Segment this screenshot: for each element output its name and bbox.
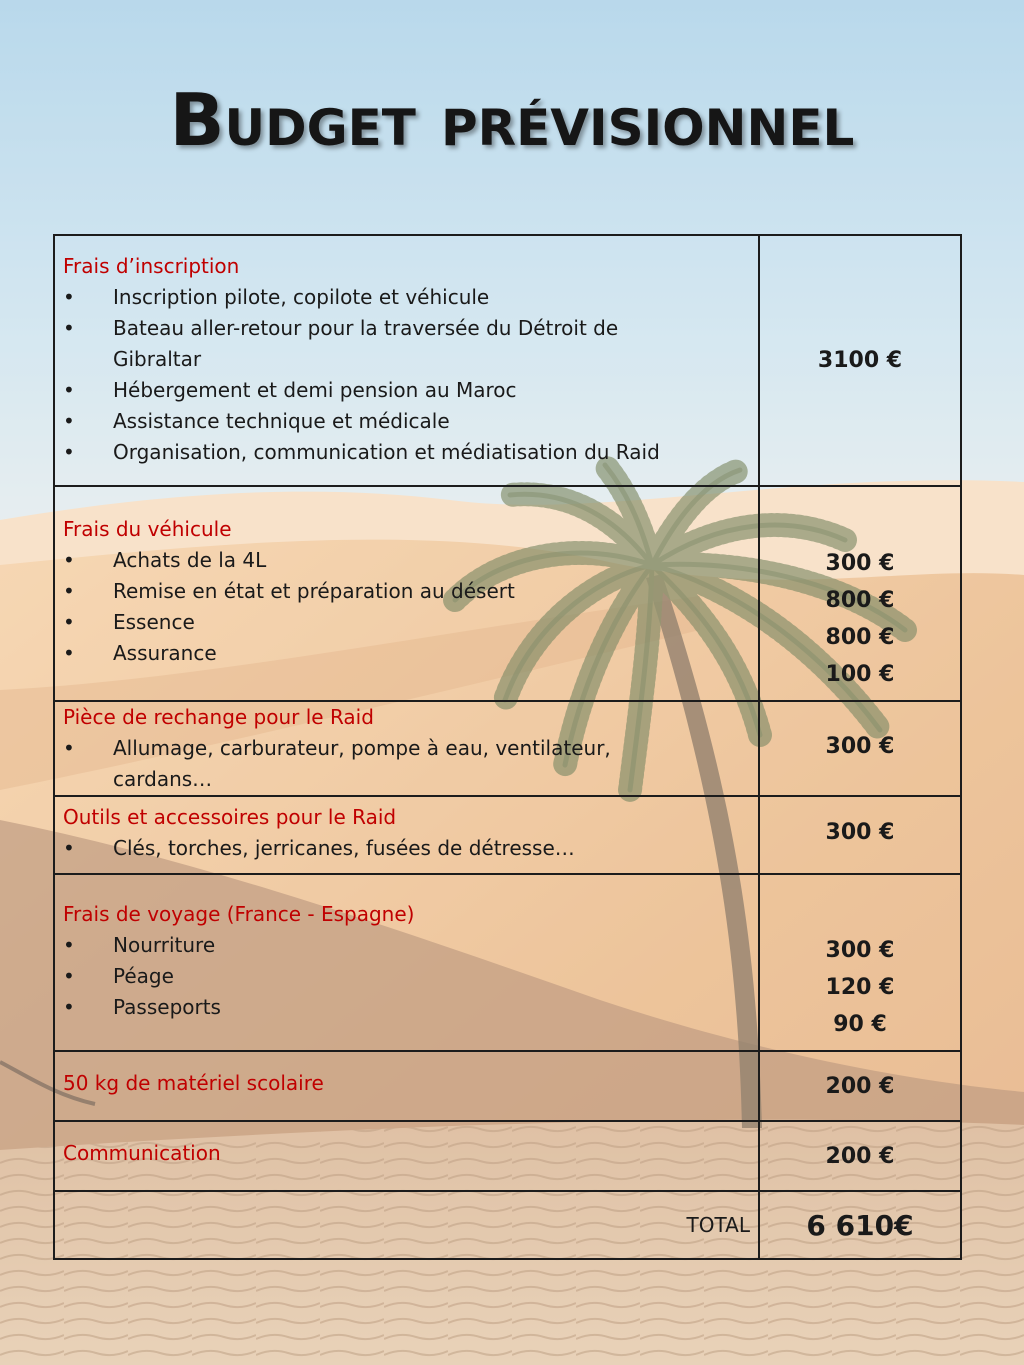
item-list [63,545,758,669]
row-description [55,875,760,1050]
amount-value: 3100 € [817,348,903,373]
item-list [63,733,758,795]
budget-item: • Hébergement et demi pension au Maroc [63,375,688,406]
budget-item: • Passeports [63,992,688,1023]
budget-item: • Essence [63,607,688,638]
amount-value: 120 € [825,975,895,1000]
row-heading: Communication [63,1141,221,1165]
amount-value: 200 € [825,1073,895,1099]
budget-item: • Clés, torches, jerricanes, fusées de détresse… [63,833,688,864]
budget-item: • Inscription pilote, copilote et véhicule [63,282,688,313]
amount-value: 300 € [825,734,895,759]
budget-row-spare-parts [55,700,960,795]
row-amount [760,797,960,873]
amount-value: 90 € [833,1012,887,1037]
row-amount [760,487,960,700]
row-heading: Frais d’inscription [63,254,240,278]
budget-item: • Bateau aller-retour pour la traversée du Détroit de Gibraltar [63,313,688,375]
page-title: Budget prévisionnel [169,78,855,162]
budget-row-registration [55,236,960,485]
amount-value: 300 € [825,938,895,963]
budget-item: • Assurance [63,638,688,669]
total-label-cell [55,1192,760,1258]
budget-item: • Achats de la 4L [63,545,688,576]
budget-item: • Péage [63,961,688,992]
budget-row-communication [55,1120,960,1190]
amount-value: 100 € [825,662,895,687]
row-amount [760,875,960,1050]
amount-value: 200 € [825,1143,895,1169]
budget-table [53,234,962,1260]
item-list [63,833,758,864]
budget-item: • Assistance technique et médicale [63,406,688,437]
row-heading: Pièce de rechange pour le Raid [63,705,374,729]
total-amount: 6 610€ [806,1208,914,1242]
row-heading: Frais du véhicule [63,517,232,541]
amount-value: 800 € [825,625,895,650]
budget-item: • Allumage, carburateur, pompe à eau, ventilateur, cardans… [63,733,688,795]
budget-row-school-supplies [55,1050,960,1120]
row-amount [760,702,960,795]
row-heading: Outils et accessoires pour le Raid [63,805,397,829]
item-list [63,930,758,1023]
row-description [55,702,760,795]
budget-item: • Remise en état et préparation au désert [63,576,688,607]
budget-item: • Organisation, communication et médiatisation du Raid [63,437,688,468]
row-description [55,236,760,485]
amount-value: 300 € [825,551,895,576]
budget-row-travel [55,873,960,1050]
row-heading: 50 kg de matériel scolaire [63,1071,324,1095]
row-description [55,1052,760,1120]
budget-row-vehicle [55,485,960,700]
total-label: TOTAL [686,1212,750,1237]
row-amount [760,236,960,485]
row-amount [760,1052,960,1120]
row-description [55,1122,760,1190]
item-list [63,282,758,468]
total-amount-cell [760,1192,960,1258]
row-amount [760,1122,960,1190]
row-description [55,487,760,700]
amount-value: 800 € [825,588,895,613]
row-description [55,797,760,873]
budget-item: • Nourriture [63,930,688,961]
budget-row-total [55,1190,960,1258]
budget-row-tools [55,795,960,873]
row-heading: Frais de voyage (France - Espagne) [63,902,415,926]
amount-value: 300 € [825,820,895,845]
